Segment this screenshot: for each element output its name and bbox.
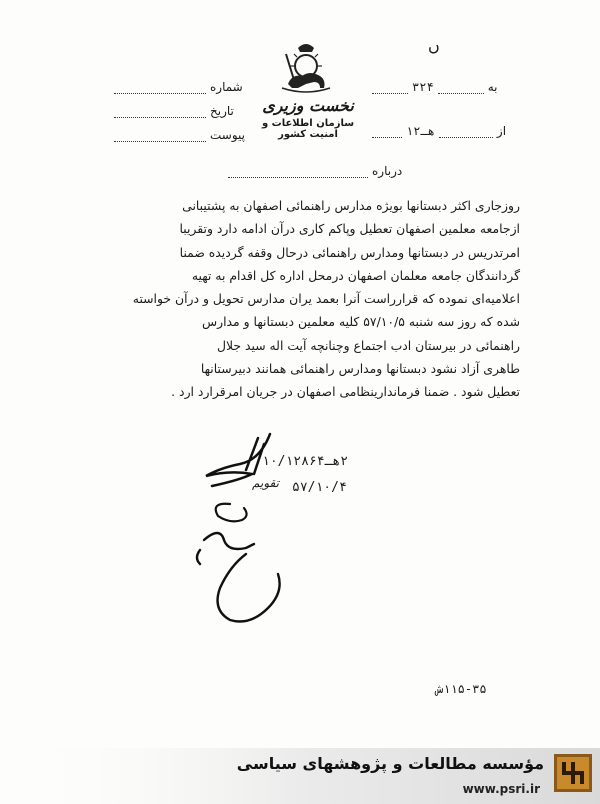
handwritten-word: تقویم	[252, 476, 279, 490]
body-line: امرتدریس در دبستانها ومدارس راهنمائی درحال وقفه گردیده ضمنا	[179, 244, 520, 260]
institute-name: مؤسسه مطالعات و پژوهشهای سیاسی	[236, 754, 544, 773]
subject-field	[228, 164, 402, 178]
from-field	[372, 124, 506, 138]
institute-logo-icon	[554, 754, 592, 792]
to-field	[372, 80, 497, 94]
lion-and-sun-emblem	[276, 40, 336, 96]
date-label: تاریخ	[210, 104, 234, 118]
attachment-field	[114, 128, 245, 142]
body-line: راهنمائی در بیرستان ادب اجتماع وچنانچه آیت اله سید جلال	[216, 337, 520, 353]
handwritten-signature-2	[190, 496, 300, 646]
subject-label: درباره	[372, 164, 403, 178]
body-line: ازجامعه معلمین اصفهان تعطیل وپاکم کاری درآن ادامه دارد وتقریبا	[179, 221, 520, 237]
agency-subtitle: سازمان اطلاعات و امنیت کشور	[261, 118, 355, 140]
body-line: طاهری آزاد نشود دبستانها ومدارس راهنمائی همانند دبیرستانها	[200, 361, 520, 377]
ministry-title: نخست وزیری	[262, 96, 354, 115]
number-field	[114, 80, 243, 94]
report-body	[110, 194, 520, 404]
number-label: شماره	[210, 80, 243, 94]
body-line: گردانندگان جامعه معلمان اصفهان درمحل اداره کل اقدام به تهیه	[191, 267, 520, 283]
from-value: ۱هـ۲	[406, 124, 435, 138]
institute-url: www.psri.ir	[462, 782, 540, 796]
handwritten-reference: ۲هـ۱۰/۱۲۸۶۴	[262, 454, 349, 469]
date-field	[114, 104, 234, 118]
body-line: روزجاری اکثر دبستانها بویژه مدارس راهنمائی اصفهان به پشتیبانی	[182, 198, 520, 213]
attachment-label: پیوست	[210, 128, 245, 142]
archive-code: ۱۱۵-۳۵ش	[436, 682, 487, 696]
handwritten-date: ۵۷/۱۰/۴	[292, 480, 347, 495]
from-label: از	[496, 124, 507, 138]
body-line: اعلامیه‌ای نموده که قرارراست آنرا بعمد یران مدارس تحویل و درآن خواسته	[132, 291, 520, 307]
body-line: تعطیل شود . ضمنا فرماندارینظامی اصفهان در جریان امرقرارد ارد .	[171, 384, 520, 400]
to-value: ۳۲۴	[412, 80, 434, 94]
body-line: شده که روز سه شنبه ۵۷/۱۰/۵ کلیه معلمین دبستانها و مدارس	[202, 314, 520, 330]
to-label: به	[487, 80, 498, 94]
corner-mark: ں	[428, 36, 440, 55]
